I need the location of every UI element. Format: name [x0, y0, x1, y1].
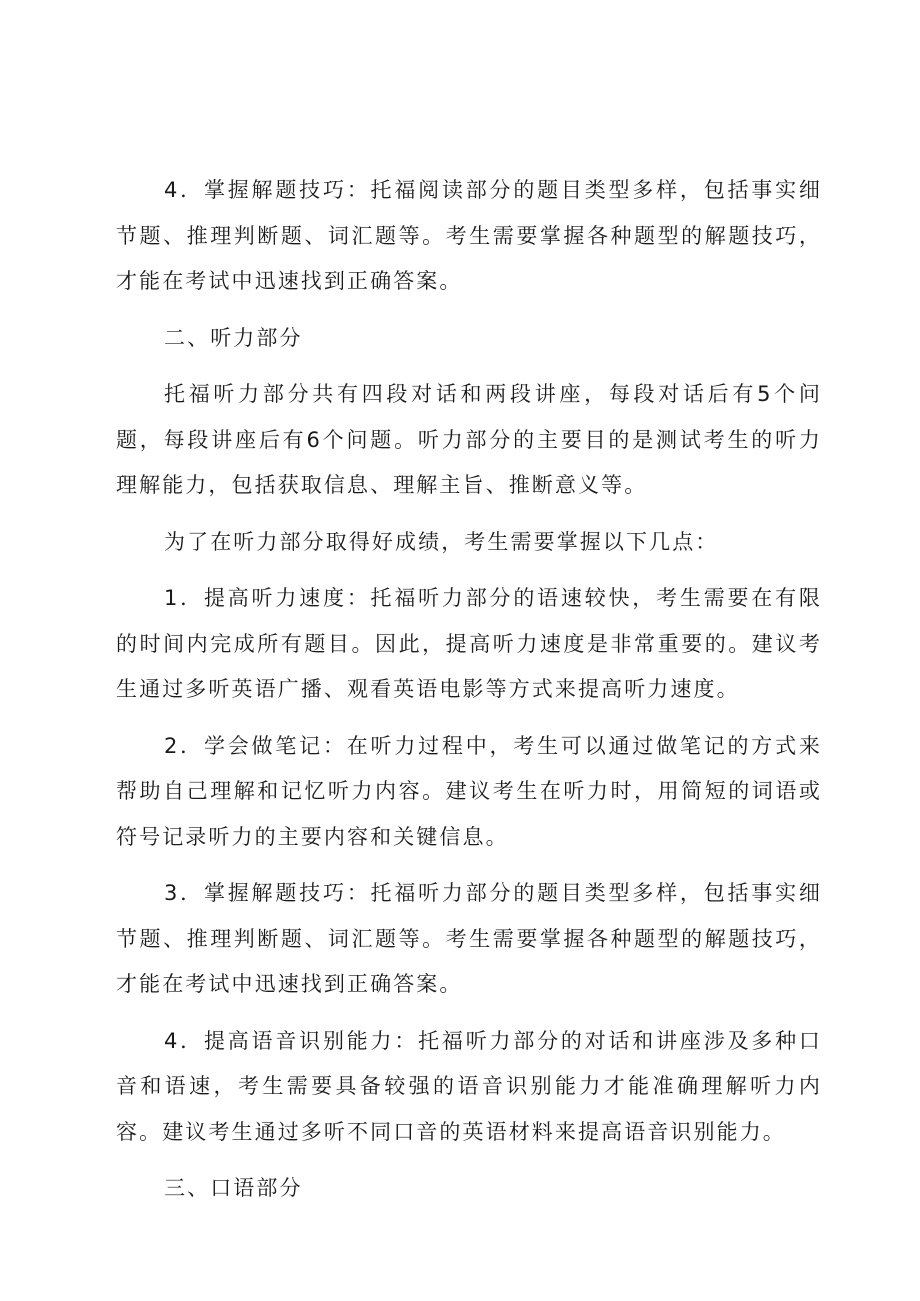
paragraph-reading-tip-4: 4．掌握解题技巧：托福阅读部分的题目类型多样，包括事实细节题、推理判断题、词汇题等。考生需要掌握各种题型的解题技巧，才能在考试中迅速找到正确答案。: [116, 178, 822, 293]
section-heading-speaking: 三、口语部分: [164, 1176, 303, 1200]
document-body: [116, 168, 822, 1223]
paragraph-listening-tip-3: 3．掌握解题技巧：托福听力部分的题目类型多样，包括事实细节题、推理判断题、词汇题等。考生需要掌握各种题型的解题技巧，才能在考试中迅速找到正确答案。: [116, 881, 822, 996]
paragraph-listening-tip-4: 4．提高语音识别能力：托福听力部分的对话和讲座涉及多种口音和语速，考生需要具备较强的语音识别能力才能准确理解听力内容。建议考生通过多听不同口音的英语材料来提高语音识别能力。: [116, 1028, 822, 1144]
paragraph-listening-intro: 托福听力部分共有四段对话和两段讲座，每段对话后有5个问题，每段讲座后有6个问题。听力部分的主要目的是测试考生的听力理解能力，包括获取信息、理解主旨、推断意义等。: [116, 382, 822, 497]
section-heading-listening: 二、听力部分: [164, 325, 303, 350]
paragraph-listening-points-lead: 为了在听力部分取得好成绩，考生需要掌握以下几点：: [164, 529, 719, 554]
paragraph-listening-tip-2: 2．学会做笔记：在听力过程中，考生可以通过做笔记的方式来帮助自己理解和记忆听力内容。建议考生在听力时，用简短的词语或符号记录听力的主要内容和关键信息。: [116, 733, 822, 849]
paragraph-listening-tip-1: 1．提高听力速度：托福听力部分的语速较快，考生需要在有限的时间内完成所有题目。因此，提高听力速度是非常重要的。建议考生通过多听英语广播、观看英语电影等方式来提高听力速度。: [116, 586, 822, 701]
